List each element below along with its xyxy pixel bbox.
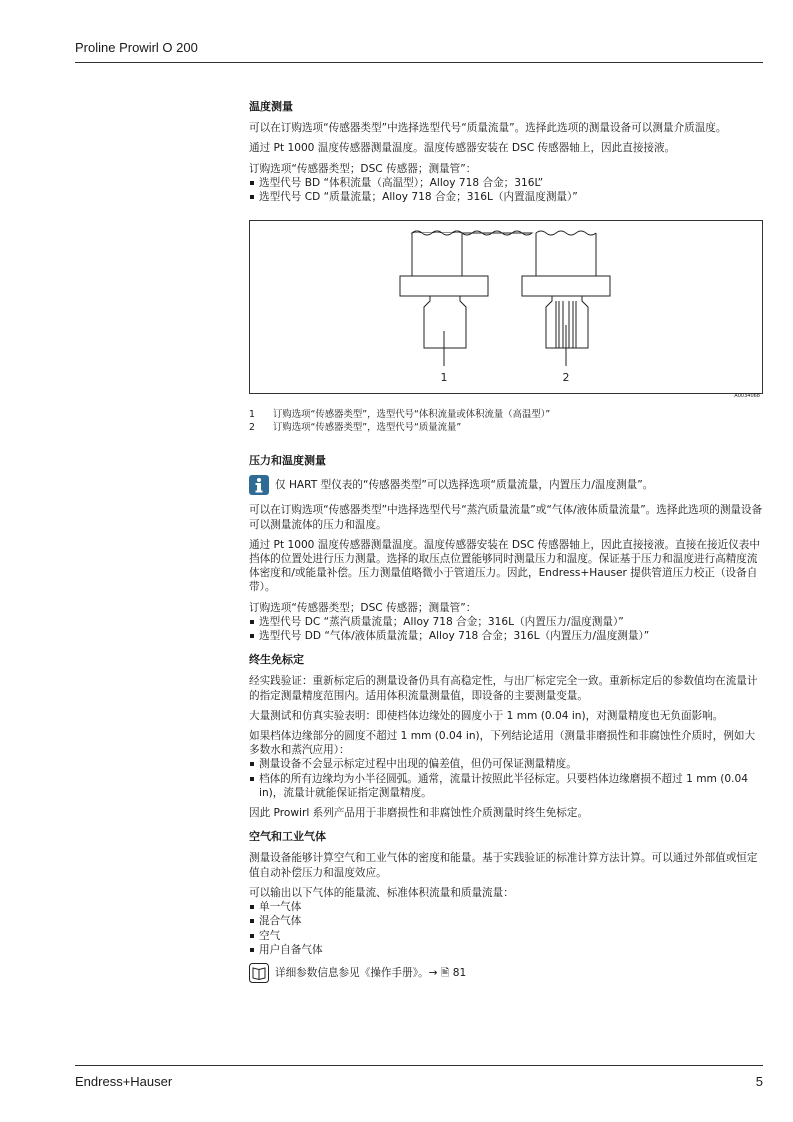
paragraph: 可以在订购选项“传感器类型”中选择选型代号“质量流量”。选择此选项的测量设备可以测量介质温度。 [249,122,727,135]
section-heading-temperature: 温度测量 [249,100,293,113]
paragraph: 可以在订购选项“传感器类型”中选择选型代号“蒸汽质量流量”或“气体/液体质量流量”。选择此选项的测量设备可以测量流体的压力和温度。 [249,504,763,531]
list-item: 选型代号 CD “质量流量；Alloy 718 合金；316L（内置温度测量）” [249,190,763,204]
bullet-list [249,615,763,643]
list-item: 用户自备气体 [249,943,763,957]
legend-number: 1 [249,409,255,421]
paragraph: 通过 Pt 1000 温度传感器测量温度。温度传感器安装在 DSC 传感器轴上，因此直接接液。 [249,142,676,155]
section-heading-gas: 空气和工业气体 [249,830,326,844]
info-note [249,475,763,495]
footer-rule [75,1065,763,1066]
page-number: 5 [755,1074,763,1089]
callout-1: 1 [440,371,448,385]
sensor-drawing [250,221,762,393]
sensor-figure [249,220,763,400]
bullet-list [249,757,763,800]
book-reference-icon [249,963,269,983]
bullet-list [249,900,763,957]
footer-brand: Endress+Hauser [75,1074,173,1089]
list-item: 空气 [249,929,763,943]
reference-text: 详细参数信息参见《操作手册》。→ 🖹 81 [275,966,467,979]
reference-note [249,963,763,983]
paragraph: 如果档体边缘部分的圆度不超过 1 mm (0.04 in)，下列结论适用（测量非磨损性和非腐蚀性介质时，例如大多数水和蒸汽应用）： [249,730,756,757]
section-heading-lifetime: 终生免标定 [249,653,304,667]
paragraph: 经实践验证：重新标定后的测量设备仍具有高稳定性，与出厂标定完全一致。重新标定后的参数值均在流量计的指定测量精度范围内。适用体积流量测量值，即设备的主要测量变量。 [249,675,758,702]
paragraph: 订购选项“传感器类型；DSC 传感器；测量管”： [249,601,477,614]
page-header-title: Proline Prowirl O 200 [75,40,198,55]
section-heading-pressure: 压力和温度测量 [249,454,326,468]
paragraph: 测量设备能够计算空气和工业气体的密度和能量。基于实践验证的标准计算方法计算。可以通过外部值或恒定值自动补偿压力和温度效应。 [249,852,758,879]
list-item: 测量设备不会显示标定过程中出现的偏差值，但仍可保证测量精度。 [249,757,763,771]
paragraph: 订购选项“传感器类型；DSC 传感器；测量管”： [249,162,477,175]
header-rule [75,62,763,63]
paragraph: 因此 Prowirl 系列产品用于非磨损性和非腐蚀性介质测量时终生免标定。 [249,807,589,820]
paragraph: 大量测试和仿真实验表明：即使档体边缘处的圆度小于 1 mm (0.04 in)，对测量精度也无负面影响。 [249,709,724,722]
figure-id: A0034068 [734,393,760,400]
list-item: 选型代号 DC “蒸汽质量流量；Alloy 718 合金；316L（内置压力/温度测量）” [249,615,763,629]
paragraph: 可以输出以下气体的能量流、标准体积流量和质量流量： [249,886,514,899]
list-item: 档体的所有边缘均为小半径圆弧。通常，流量计按照此半径标定。只要档体边缘磨损不超过 1 mm (0.04 in)，流量计就能保证指定测量精度。 [249,772,763,800]
paragraph: 通过 Pt 1000 温度传感器测量温度。温度传感器安装在 DSC 传感器轴上，因此直接接液。直接在接近仪表中挡体的位置处进行压力测量。选择的取压点位置能够同时测量压力和温度。保证基于压力和温度进行高精度流体密度和/或能量补偿。压力测量值略微小于管道压力。因此，Endress+Hauser 提供管道压力校正（设备自带）。 [249,538,760,594]
list-item: 混合气体 [249,914,763,928]
bullet-list [249,176,763,204]
legend-text: 订购选项“传感器类型”，选型代号“质量流量” [273,422,462,434]
info-note-text: 仅 HART 型仪表的“传感器类型”可以选择选项“质量流量，内置压力/温度测量”。 [275,479,654,492]
info-icon [249,475,269,495]
callout-2: 2 [562,371,570,385]
legend-number: 2 [249,422,255,434]
figure-legend [249,408,763,434]
list-item: 选型代号 BD “体积流量（高温型）；Alloy 718 合金；316L” [249,176,763,190]
legend-row [249,421,763,434]
legend-text: 订购选项“传感器类型”，选型代号“体积流量或体积流量（高温型）” [273,409,551,421]
legend-row [249,408,763,421]
list-item: 单一气体 [249,900,763,914]
page-content [249,100,763,991]
list-item: 选型代号 DD “气体/液体质量流量；Alloy 718 合金；316L（内置压力/温度测量）” [249,629,763,643]
